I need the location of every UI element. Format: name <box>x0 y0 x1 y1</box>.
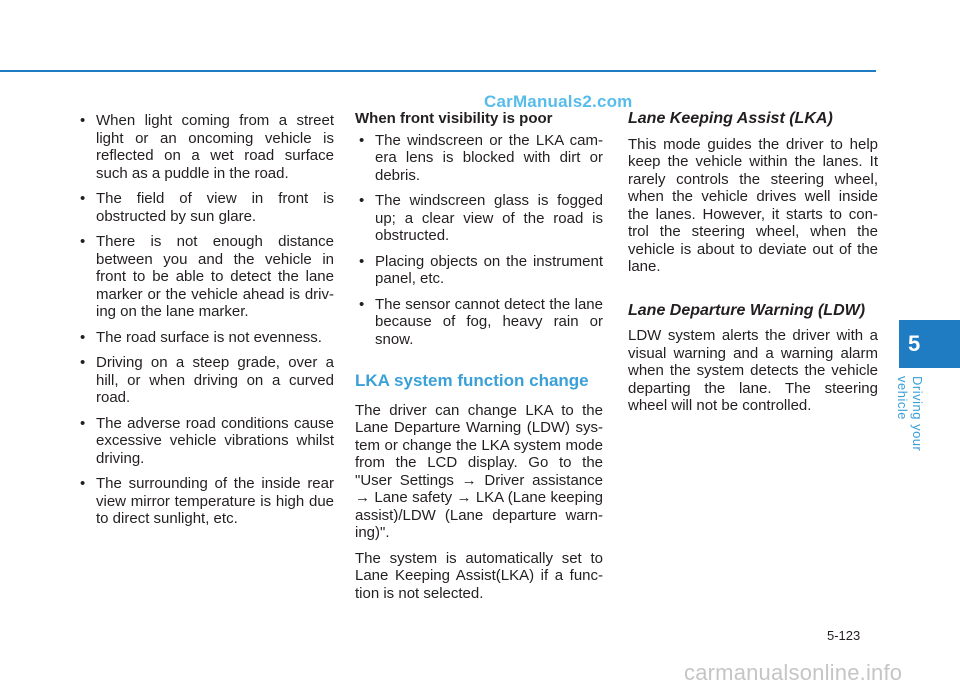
list-item: • The windscreen or the LKA cam-era lens is blocked with dirt or debris. <box>355 132 603 185</box>
visibility-list <box>355 132 603 349</box>
chapter-tab: 5 <box>899 320 960 368</box>
top-rule <box>0 70 876 72</box>
list-item: • The sensor cannot detect the lane because of fog, heavy rain or snow. <box>355 296 603 349</box>
list-item: • The surrounding of the inside rear view mirror temperature is high due to direct sunlight, etc. <box>76 475 334 528</box>
list-item: • The adverse road conditions cause excessive vehicle vibrations whilst driving. <box>76 415 334 468</box>
lka-heading: Lane Keeping Assist (LKA) <box>628 110 833 127</box>
list-item: • The windscreen glass is fogged up; a clear view of the road is obstructed. <box>355 192 603 245</box>
list-item: • When light coming from a street light or an oncoming vehicle is reflected on a wet road surface such as a puddle in the road. <box>76 112 334 182</box>
paragraph: The system is automatically set to Lane Keeping Assist(LKA) if a func-tion is not selected. <box>355 549 603 602</box>
list-item: • Driving on a steep grade, over a hill, or when driving on a curved road. <box>76 354 334 407</box>
section-title: LKA system function change <box>355 371 589 390</box>
condition-list <box>76 112 334 528</box>
list-item: • There is not enough distance between you and the vehicle in front to be able to detect the lane marker or the vehicle ahead is driv-ing on the lane marker. <box>76 233 334 321</box>
visibility-subheading: When front visibility is poor <box>355 110 553 127</box>
watermark-top[interactable]: CarManuals2.com <box>484 92 633 111</box>
list-item: • The field of view in front is obstructed by sun glare. <box>76 190 334 225</box>
page-number: 5-123 <box>827 628 861 643</box>
column-3 <box>628 110 878 423</box>
watermark-bottom[interactable]: carmanualsonline.info <box>684 660 903 685</box>
paragraph: LDW system alerts the driver with a visual warning and a warning alarm when the system detects the vehicle departing the lane. The steering wheel will not be controlled. <box>628 327 878 414</box>
paragraph: This mode guides the driver to help keep the vehicle within the lanes. It rarely controls the steering wheel, when the vehicle drives well inside the lanes. However, it starts to con-trol the steering wheel, when the vehicle is about to deviate out of the lane. <box>628 135 878 275</box>
chapter-label: Driving your vehicle <box>895 376 925 452</box>
column-1 <box>76 112 334 536</box>
paragraph: The driver can change LKA to the Lane Departure Warning (LDW) sys-tem or change the LKA system mode from the LCD display. Go to the "User Settings → Driver assistance → Lane safety → LKA (Lane keeping assist)/LDW (Lane departure warn-ing)". <box>355 401 603 541</box>
ldw-heading: Lane Departure Warning (LDW) <box>628 301 866 319</box>
list-item: • The road surface is not evenness. <box>76 329 334 347</box>
list-item: • Placing objects on the instrument panel, etc. <box>355 253 603 288</box>
column-2 <box>355 110 603 610</box>
